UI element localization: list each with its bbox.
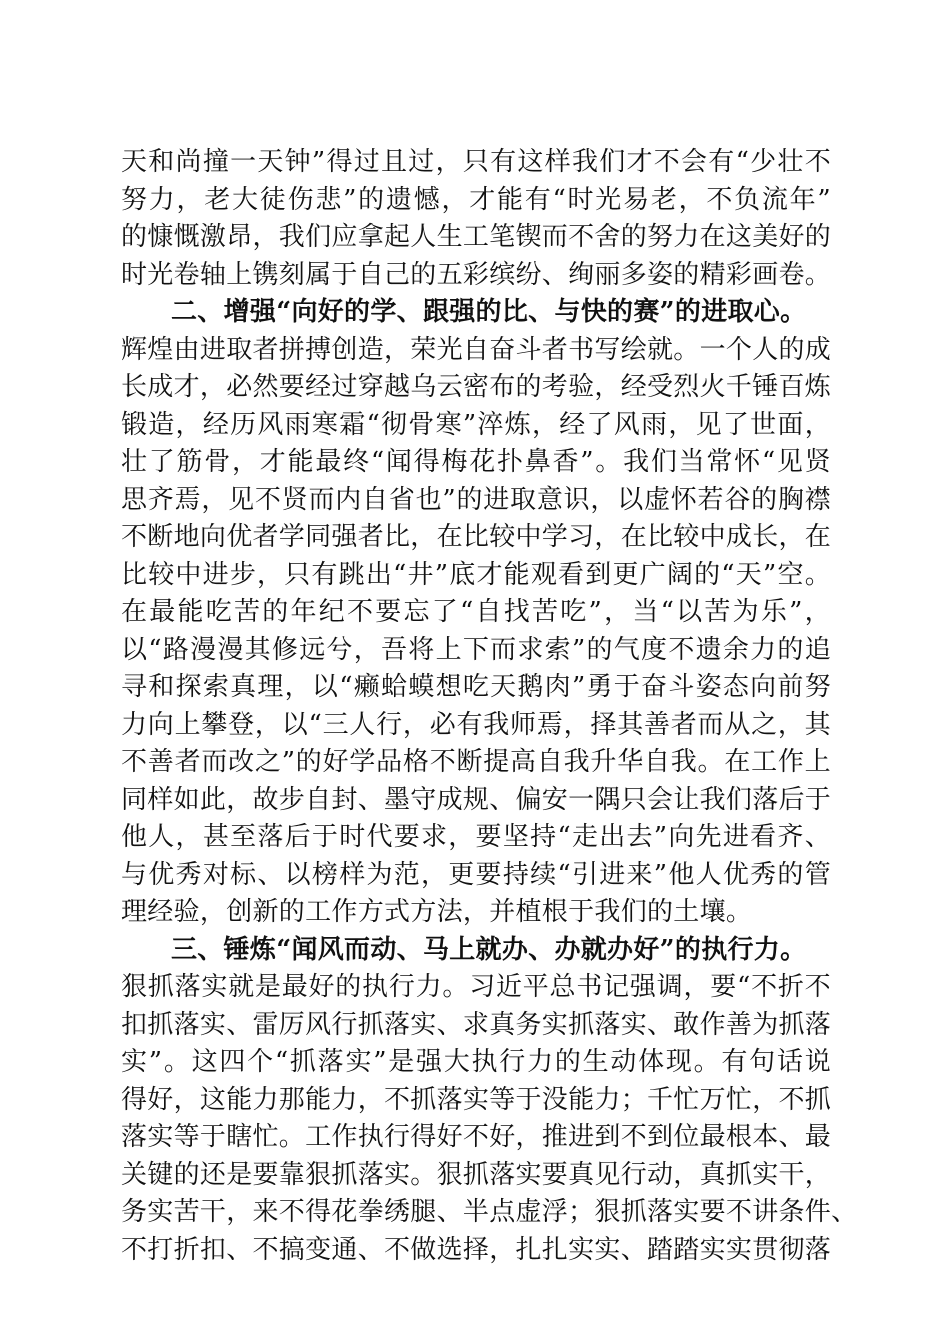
paragraph-last-line: 理经验，创新的工作方式方法，并植根于我们的土壤。 xyxy=(121,897,753,927)
body-text-line: 思齐焉，见不贤而内自省也”的进取意识，以虚怀若谷的胸襟 xyxy=(121,484,831,515)
body-text-line: 不断地向优者学同强者比，在比较中学习，在比较中成长，在 xyxy=(121,522,832,552)
body-text-line: 落实等于瞎忙。工作执行得好不好，推进到不到位最根本、最 xyxy=(121,1122,832,1152)
paragraph-last-line: 时光卷轴上镌刻属于自己的五彩缤纷、绚丽多姿的精彩画卷。 xyxy=(121,259,832,290)
body-text-line: 得好，这能力那能力，不抓落实等于没能力；千忙万忙，不抓 xyxy=(121,1084,832,1115)
section-heading: 二、增强“向好的学、跟强的比、与快的赛”的进取心。 xyxy=(171,297,807,327)
body-text-line: 他人，甚至落后于时代要求，要坚持“走出去”向先进看齐、 xyxy=(121,822,831,852)
body-text-line: 关键的还是要靠狠抓落实。狠抓落实要真见行动，真抓实干， xyxy=(121,1159,832,1190)
body-text-line: 的慷慨激昂，我们应拿起人生工笔锲而不舍的努力在这美好的 xyxy=(121,222,832,252)
body-text-line: 比较中进步，只有跳出“井”底才能观看到更广阔的“天”空。 xyxy=(121,559,831,590)
body-text-line: 在最能吃苦的年纪不要忘了“自找苦吃”，当“以苦为乐”， xyxy=(121,597,831,627)
body-text-line: 力向上攀登，以“三人行，必有我师焉，择其善者而从之，其 xyxy=(121,709,831,740)
body-text-line: 长成才，必然要经过穿越乌云密布的考验，经受烈火千锤百炼 xyxy=(121,372,832,402)
body-text-line: 寻和探索真理，以“癞蛤蟆想吃天鹅肉”勇于奋斗姿态向前努 xyxy=(121,672,831,702)
body-text-line: 不打折扣、不搞变通、不做选择，扎扎实实、踏踏实实贯彻落 xyxy=(121,1234,832,1265)
body-text-line: 天和尚撞一天钟”得过且过，只有这样我们才不会有“少壮不 xyxy=(121,147,831,177)
body-text-line: 以“路漫漫其修远兮，吾将上下而求索”的气度不遗余力的追 xyxy=(121,634,831,665)
body-text-line: 与优秀对标、以榜样为范，更要持续“引进来”他人优秀的管 xyxy=(121,859,831,890)
body-text-line: 务实苦干，来不得花拳绣腿、半点虚浮；狠抓落实要不讲条件、 xyxy=(121,1197,858,1227)
body-text-line: 实”。这四个“抓落实”是强大执行力的生动体现。有句话说 xyxy=(121,1047,831,1077)
body-text-line: 壮了筋骨，才能最终“闻得梅花扑鼻香”。我们当常怀“见贤 xyxy=(121,447,831,477)
body-text-line: 狠抓落实就是最好的执行力。习近平总书记强调，要“不折不 xyxy=(121,972,831,1002)
section-heading: 三、锤炼“闻风而动、马上就办、办就办好”的执行力。 xyxy=(171,934,807,965)
body-text-line: 辉煌由进取者拼搏创造，荣光自奋斗者书写绘就。一个人的成 xyxy=(121,334,832,365)
document-body-text xyxy=(121,144,858,1269)
body-text-line: 扣抓落实、雷厉风行抓落实、求真务实抓落实、敢作善为抓落 xyxy=(121,1009,832,1040)
body-text-line: 同样如此，故步自封、墨守成规、偏安一隅只会让我们落后于 xyxy=(121,784,832,815)
body-text-line: 锻造，经历风雨寒霜“彻骨寒”淬炼，经了风雨，见了世面， xyxy=(121,409,831,440)
body-text-line: 努力，老大徒伤悲”的遗憾，才能有“时光易老，不负流年” xyxy=(121,184,831,215)
body-text-line: 不善者而改之”的好学品格不断提高自我升华自我。在工作上 xyxy=(121,747,831,777)
